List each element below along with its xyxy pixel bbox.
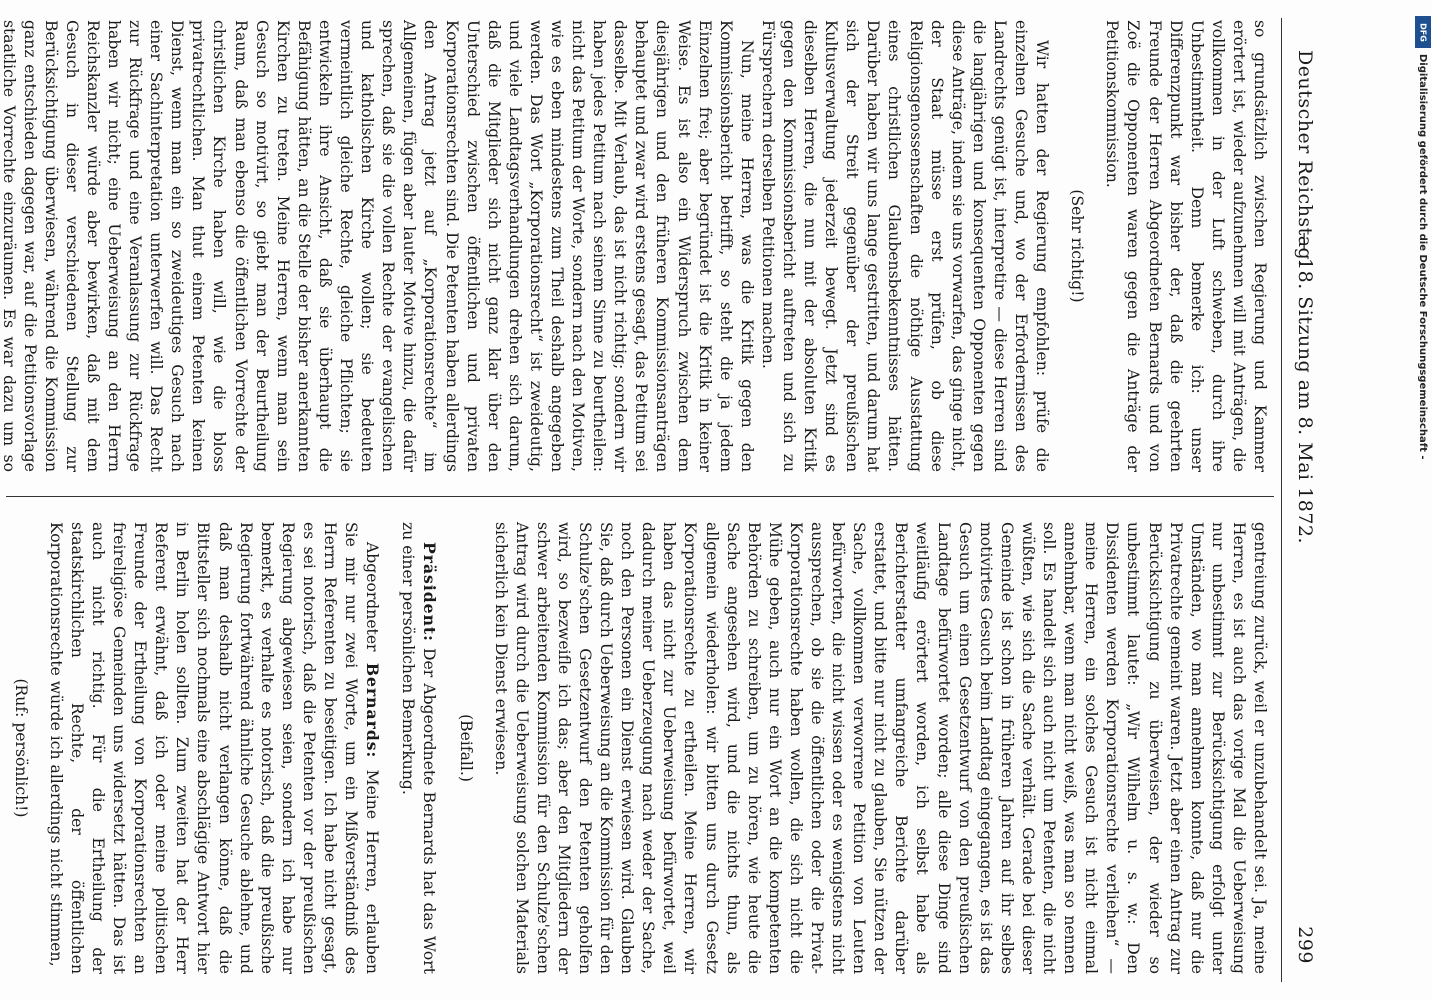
spacer (383, 522, 397, 974)
paragraph: so grundsätzlich zwischen Regierung und Kammer erörtert ist, wieder aufzunehmen will mit Anträgen, die vollkommen in der Luft schweben, durch ihre Unbestimmtheit. Denn bemerke ich: unser Differenzpunkt war bisher der, daß die geehrten Freunde der Herren Abgeordneten Bernards und von Zoë die Opponenten waren gegen die Anträge der Petitionskommission. (1103, 20, 1269, 472)
header-publication: Deutscher Reichstag. (1294, 50, 1316, 267)
digitization-credit (1414, 8, 1432, 992)
interjection: (Ruf: persönlich!) (11, 678, 30, 818)
left-column (0, 20, 1270, 472)
dfg-logo-text: DFG (1418, 23, 1428, 42)
paragraph: Nun, meine Herren, was die Kritik gegen den Kommissionsbericht betrifft, so steht die ja jedem Einzelnen frei; aber begründet ist die Kritik in keiner Weise. Es ist also ein Widerspruch zwischen dem diesjährigen und den früheren Kommissionsanträgen behauptet und zwar wird erstens gesagt, das Petitum sei dasselbe. Mit Verlaub, das ist nicht richtig; sondern wir haben jedes Petitum nach seinem Sinne zu beurtheilen: nicht das Petitum der Worte, sondern nach den Motiven, wie es eben mindestens zum Theil deshalb angegeben werden. Das Wort „Korporationsrecht“ ist zweideutig, und viele Landtagsverhandlungen drehen sich darum, daß die Mitglieder sich nicht ganz klar über den Unterschied zwischen öffentlichen und privaten Korporationsrechten sind. Die Petenten haben allerdings den Antrag jetzt auf „Korporationsrechte“ im Allgemeinen, fügen aber lauter Motive hinzu, die dafür sprechen, daß sie die vollen Rechte der evangelischen und katholischen Kirche wollen; sie bedeuten vermeintlich gleiche Rechte, gleiche Pflichten; sie entwickeln ihre Ansicht, daß sie überhaupt die Befähigung hätten, an die Stelle der bisher anerkannten Kirchen zu treten. Meine Herren, wenn man sein Gesuch so motivirt, so giebt man der Beurtheilung Raum, daß man ebenso die öffentlichen Vorrechte der christlichen Kirche haben will, wie die bloss privatrechtlichen. Man thut einem Petenten keinen Dienst, wenn man ein so zweideutiges Gesuch nach einer Sachinterpretation unterwerfen will. Das Recht zur Rückfrage und eine Veranlassung zur Rückfrage haben wir nicht; eine Ueberweisung an den Herrn Reichskanzler würde aber bewirken, daß mit dem Gesuch in dieser verschiedenen Stellung zur Berücksichtigung überwiesen, während die Kommission ganz entschieden dagegen war, auf die Petitionsvorlage staatliche Vorrechte einzuräumen. Es war dazu um so (0, 20, 756, 472)
paragraph-bernards (45, 522, 384, 974)
header-page-number: 299 (1294, 926, 1316, 964)
speaker-title: Abgeordneter (363, 542, 382, 652)
paragraph-president (397, 522, 440, 974)
interjection: (Beifall.) (456, 714, 475, 782)
speaker-name: Präsident: (420, 542, 440, 642)
paragraph: gentreiung zurück, weil er unzubehandelt sei. Ja, meine Herren, es ist auch das vorige Mal die Ueberweisung nur unbestimmt zur Berücksichtigung erfolgt unter Umständen, wo man annehmen konnte, daß nur die Privatrechte gemeint waren. Jetzt aber einen Antrag zur Berücksichtigung zu überweisen, der wieder so unbestimmt lautet: „Wir Wilhelm u. s. w.: Den Dissidenten werden Korporationsrechte verliehen“ — meine Herren, ein solches Gesuch ist nicht einmal annehmbar, wenn man nicht weiß, was man so nennen soll. Es handelt sich auch nicht um Petenten, die nicht wüßten, wie sich die Sache verhält. Gerade bei dieser Gemeinde ist schon in früheren Jahren auf ihr selbes motivirtes Gesuch beim Landtag eingegangen, es ist das Gesuch um einen Gesetzentwurf von den preußischen Landtage befürwortet worden; alle diese Dinge sind weitläufig erörtert worden, ich selbst habe als Berichterstatter umfangreiche Berichte darüber erstattet, und bitte nur nicht zu glauben, Sie nützen der Sache, vollkommen verworrene Petition von Leuten befürworten, die nicht wissen oder es wenigstens nicht aussprechen, ob sie die öffentlichen oder die Privat-Korporationsrechte haben wollen, die sich nicht die Mühe geben, auch nur ein Wort an die kompetenten Behörden zu schreiben, um zu hören, wie heute die Sache angesehen wird, und die nichts thun, als allgemein wiederholen: wir bitten uns durch Gesetz Korporationsrechte zu ertheilen. Meine Herren, wir haben das nicht zur Ueberweisung befürwortet, weil dadurch meiner Ueberzeugung nach weder der Sache, noch den Personen ein Dienst erwiesen wird. Glauben Sie, daß durch Ueberweisung an die Kommission für den Schulze'schen Gesetzentwurf den Petenten geholfen wird, so bezweifle ich das; aber den Mitgliedern der schwer arbeitenden Kommission für den Schulze'schen Antrag wird durch die Ueberweisung solchen Materials sicherlich kein Dienst erwiesen. (491, 522, 1269, 974)
credit-text: Digitalisierung gefördert durch die Deutsche Forschungsgemeinschaft - (1417, 54, 1428, 460)
speech-text: Der Abgeordnete Bernards hat das Wort zu einer persönlichen Bemerkung. (399, 522, 439, 974)
column-rule (6, 496, 1274, 497)
right-column (12, 522, 1270, 974)
header-session: — 18. Sitzung am 8. Mai 1872. (1294, 232, 1316, 545)
dfg-logo (1415, 16, 1431, 48)
header-rule (1281, 18, 1282, 982)
interjection: (Sehr richtig!) (1068, 189, 1087, 303)
speaker-name: Bernards: (363, 662, 383, 759)
paragraph: Wir hatten der Regierung empfohlen: prüfe die einzelnen Gesuche und, wo der Erfordernissen des Landrechts genügt ist, interpretire — diese Herren sind die langjährigen und konsequenten Opponenten gegen diese Anträge, indem sie uns vorwarfen, das ginge nicht, der Staat müsse erst prüfen, ob diese Religionsgenossenschaften die nöthige Ausstattung eines christlichen Glaubensbekenntnisses hätten. Darüber haben wir uns lange gestritten, und darum hat sich der Streit gegenüber der preußischen Kultusverwaltung jederzeit bewegt. Jetzt sind es dieselben Herren, die nun mit der absoluten Kritik gegen den Kommissionsbericht auftreten und sich zu Fürsprechern derselben Petitionen machen. (758, 20, 1052, 472)
speech-text: Meine Herren, erlauben Sie mir nur zwei Worte, um ein Mißverständniß des Herrn Referenten zu beseitigen. Ich habe nicht gesagt, es sei notorisch, daß die Petenten vor der preußischen Regierung abgewiesen seien, sondern ich habe nur bemerkt, es verhalte es notorisch, daß die preußische Regierung fortwährend ähnliche Gesuche ablehne, und daß man deshalb nicht verlangen könne, daß die Bittsteller sich nochmals eine abschlägige Antwort hier in Berlin holen sollten. Zum zweiten hat der Herr Referent erwähnt, daß ich oder meine politischen Freunde der Ertheilung von Korporationsrechten an freireligiöse Gemeinden uns widersetzt hätten. Das ist auch nicht richtig. Für die Ertheilung der staatskirchlichen Rechte, der öffentlichen Korporationsrechte würde ich allerdings nicht stimmen, (46, 522, 382, 974)
